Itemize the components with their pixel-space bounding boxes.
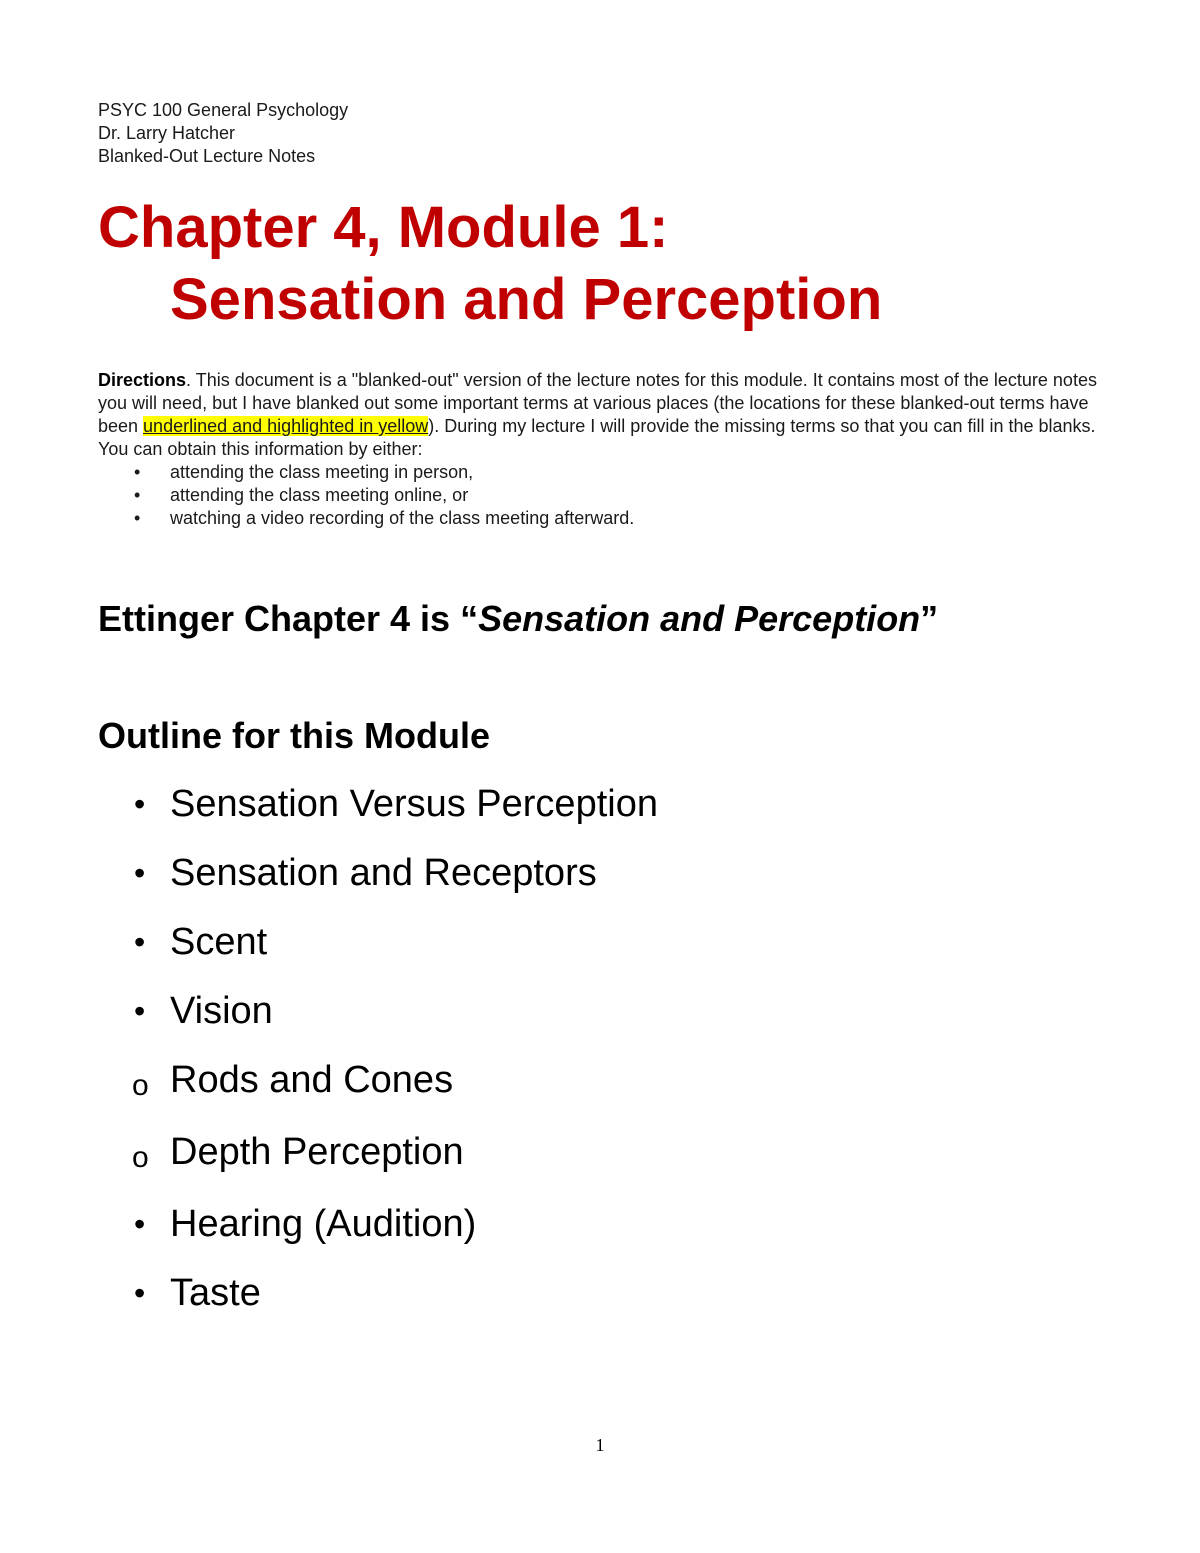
bullet-icon: • xyxy=(134,993,146,1029)
outline-item xyxy=(98,1200,658,1269)
outline-item xyxy=(98,780,658,849)
page-number: 1 xyxy=(595,1435,605,1455)
page-title xyxy=(98,192,882,336)
directions-label: Directions xyxy=(98,370,187,390)
outline-subitem xyxy=(98,1056,658,1128)
outline-item-label: Sensation and Receptors xyxy=(170,852,597,894)
directions-section xyxy=(98,369,1108,530)
bullet-icon: • xyxy=(134,855,146,891)
directions-option: • attending the class meeting online, or xyxy=(98,484,1108,507)
outline-item xyxy=(98,918,658,987)
outline-item xyxy=(98,1269,658,1338)
bullet-icon: • xyxy=(134,786,146,822)
chapter-heading-suffix: ” xyxy=(920,598,939,639)
directions-text-end: ). During my lecture I will provide the missing terms so that you can fill in the blanks. You can obtain this information by either: xyxy=(98,416,1096,459)
chapter-heading-prefix: Ettinger Chapter 4 is “ xyxy=(98,598,479,639)
document-header xyxy=(98,99,348,168)
outline-item-label: Vision xyxy=(170,990,273,1032)
outline-item-label: Taste xyxy=(170,1272,261,1314)
outline-item-label: Hearing (Audition) xyxy=(170,1203,477,1245)
outline-list xyxy=(98,780,658,1338)
bullet-icon: • xyxy=(134,924,146,960)
outline-subitem xyxy=(98,1128,658,1200)
circle-bullet-icon: o xyxy=(132,1069,149,1102)
outline-item xyxy=(98,987,658,1056)
instructor-name: Dr. Larry Hatcher xyxy=(98,123,236,143)
highlighted-text: underlined and highlighted in yellow xyxy=(143,416,429,436)
bullet-icon: • xyxy=(134,1275,146,1311)
directions-paragraph xyxy=(98,369,1108,461)
bullet-icon: • xyxy=(134,1206,146,1242)
course-name: PSYC 100 General Psychology xyxy=(98,100,349,120)
chapter-heading-title: Sensation and Perception xyxy=(478,598,921,639)
title-line-1: Chapter 4, Module 1: xyxy=(98,195,669,260)
chapter-heading xyxy=(98,596,938,642)
outline-item-label: Scent xyxy=(170,921,268,963)
title-line-2: Sensation and Perception xyxy=(170,267,883,332)
document-type: Blanked-Out Lecture Notes xyxy=(98,146,316,166)
circle-bullet-icon: o xyxy=(132,1141,149,1174)
outline-item-label: Depth Perception xyxy=(170,1131,464,1173)
directions-options-list xyxy=(98,461,1108,530)
outline-item xyxy=(98,849,658,918)
directions-text-start: . This document is a "blanked-out" version of the lecture notes for this module. It contains most of the lecture notes you will need, but I have blanked out some important terms at various places (the locations for these blanked-out terms have been xyxy=(98,370,1097,436)
outline-item-label: Rods and Cones xyxy=(170,1059,454,1101)
outline-item-label: Sensation Versus Perception xyxy=(170,783,658,825)
directions-option: • watching a video recording of the class meeting afterward. xyxy=(98,507,1108,530)
directions-option: • attending the class meeting in person, xyxy=(98,461,1108,484)
outline-heading: Outline for this Module xyxy=(98,715,490,756)
